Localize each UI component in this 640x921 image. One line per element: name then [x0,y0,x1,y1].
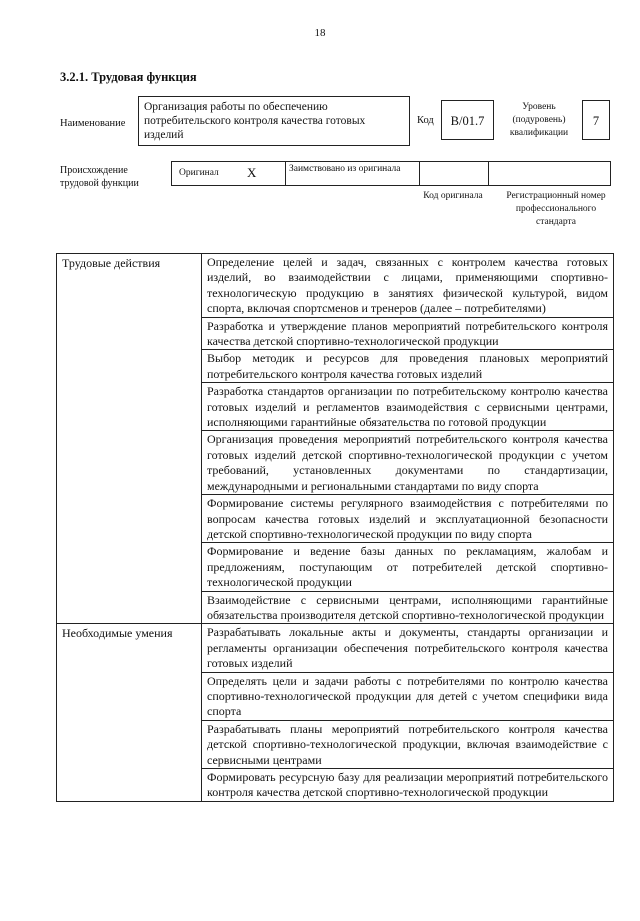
origin-row [171,161,611,186]
qualification-level-box: 7 [582,100,610,140]
table-cell: Организация проведения мероприятий потребительского контроля качества готовых изделий детской спортивно-технологической продукции с учетом требований, установленных документами по стандартизации, международными и региональными стандартами по виду спорта [202,431,614,495]
category-cell: Необходимые умения [57,624,202,801]
category-cell: Трудовые действия [57,254,202,624]
table-row [57,254,614,318]
origin-label: Происхождение трудовой функции [60,165,139,189]
table-row [57,624,614,672]
borrowed-label: Заимствовано из оригинала [285,161,420,186]
page-number: 18 [314,27,326,39]
section-title: 3.2.1. Трудовая функция [60,70,197,84]
qualification-level-label: Уровень (подуровень) квалификации [509,102,569,138]
original-cell [171,161,286,186]
table-cell: Формировать ресурсную базу для реализации мероприятий потребительского контроля качества детской спортивно-технологической продукции [202,769,614,802]
table-cell: Определять цели и задачи работы с потребителями по контролю качества спортивно-технологической продукции для детей с учетом специфики вида спорта [202,672,614,720]
table-cell: Формирование системы регулярного взаимодействия с потребителями по вопросам качества готовых изделий и эксплуатационной безопасности детской спортивно-технологической продукции по виду спорта [202,495,614,543]
labor-function-table [56,253,614,802]
table-cell: Формирование и ведение базы данных по рекламациям, жалобам и предложениям, поступающим от потребителей детской спортивно-технологической продукции [202,543,614,591]
table-cell: Разрабатывать планы мероприятий потребительского контроля качества детской спортивно-технологической продукции, включая взаимодействие с сервисными центрами [202,720,614,768]
original-code-cell [419,161,489,186]
table-cell: Взаимодействие с сервисными центрами, исполняющими гарантийные обязательства производителя детской спортивно-технологической продукции [202,591,614,624]
function-code-box: В/01.7 [441,100,494,140]
table-cell: Разрабатывать локальные акты и документы, стандарты организации и регламенты организации обеспечения потребительского контроля качества готовых изделий [202,624,614,672]
table-cell: Определение целей и задач, связанных с контролем качества готовых изделий, во взаимодействии с лицами, применяющими спортивно-технологическую продукцию в занятиях физической культурой, видом спорта, включая спортсменов и тренеров (далее – потребителями) [202,254,614,318]
code-label: Код [417,115,434,126]
original-code-label: Код оригинала [423,191,483,201]
table-cell: Разработка и утверждение планов мероприятий потребительского контроля качества детской спортивно-технологической продукции [202,317,614,350]
name-label: Наименование [60,118,126,129]
reg-number-cell [488,161,611,186]
table-cell: Выбор методик и ресурсов для проведения плановых мероприятий потребительского контроля качества готовых изделий [202,350,614,383]
table-cell: Разработка стандартов организации по потребительскому контролю качества готовых изделий и регламентов взаимодействия с сервисными центрами, исполняющими гарантийные обязательства по готовой продукции [202,383,614,431]
function-name-box: Организация работы по обеспечению потребительского контроля качества готовых изделий [138,96,410,146]
original-label: Оригинал [179,168,219,178]
reg-number-label: Регистрационный номер профессионального стандарта [506,191,606,227]
original-mark: X [247,165,257,180]
